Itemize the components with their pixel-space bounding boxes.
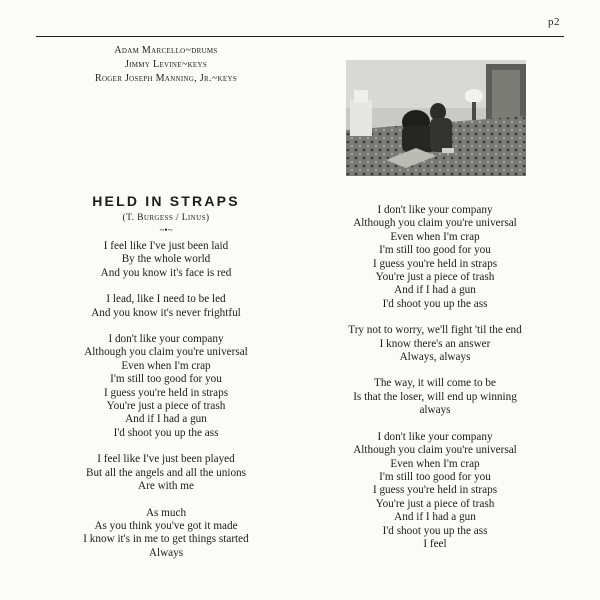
lyric-line: Are with me (138, 480, 194, 493)
lyrics-column-left (36, 192, 296, 573)
lyric-line: Although you claim you're universal (353, 444, 517, 457)
lyric-line: Always, always (399, 351, 471, 364)
ornament-divider: ~•~ (159, 225, 173, 235)
lyric-line: Although you claim you're universal (353, 217, 517, 230)
lyrics-column-right (300, 204, 570, 564)
lyric-stanza (300, 377, 570, 417)
lyric-line: always (419, 404, 451, 417)
lyric-line: I don't like your company (108, 333, 224, 346)
lyric-line: You're just a piece of trash (375, 497, 495, 510)
song-title: HELD IN STRAPS (92, 193, 240, 209)
lyric-line: I'd shoot you up the ass (382, 297, 488, 310)
page-number: p2 (548, 16, 560, 28)
lyric-line: The way, it will come to be (374, 377, 496, 390)
lyric-line: I don't like your company (377, 430, 493, 443)
lyric-stanza (300, 204, 570, 311)
lyric-line: And if I had a gun (125, 413, 207, 426)
lyric-line: I guess you're held in straps (372, 484, 498, 497)
right-stanzas (300, 204, 570, 551)
lyric-line: And if I had a gun (394, 511, 476, 524)
lyric-line: I'd shoot you up the ass (382, 524, 488, 537)
lyric-stanza (36, 453, 296, 493)
lyric-line: And you know it's face is red (100, 266, 232, 279)
lyric-line: I guess you're held in straps (103, 386, 229, 399)
lyric-line: I know it's in me to get things started (83, 533, 249, 546)
lyric-line: But all the angels and all the unions (85, 466, 246, 479)
lyric-line: I'm still too good for you (379, 244, 491, 257)
header-rule (36, 36, 564, 37)
band-photo (346, 60, 526, 176)
lyric-line: I don't like your company (377, 204, 493, 216)
lyric-line: You're just a piece of trash (106, 400, 226, 413)
lyric-stanza (36, 293, 296, 320)
left-stanzas (36, 240, 296, 560)
lyric-line: And you know it's never frightful (91, 306, 241, 319)
lyric-line: Even when I'm crap (390, 230, 480, 243)
credit-line: Jimmy Levine~keys (124, 59, 208, 70)
lyric-line: I'm still too good for you (110, 373, 222, 386)
lyric-stanza (36, 507, 296, 561)
lyric-line: I feel (423, 537, 447, 550)
lyric-line: Even when I'm crap (121, 359, 211, 372)
lyric-line: And if I had a gun (394, 284, 476, 297)
lyric-line: As much (145, 506, 187, 519)
lyric-line: Try not to worry, we'll fight 'til the end (348, 324, 522, 337)
credit-line: Roger Joseph Manning, Jr.~keys (94, 73, 238, 84)
lyric-line: Although you claim you're universal (84, 346, 248, 359)
lyric-line: Always (148, 546, 184, 559)
lyric-stanza (300, 324, 570, 364)
lyric-stanza (300, 431, 570, 552)
lyric-line: I know there's an answer (379, 337, 491, 350)
lyric-stanza (36, 240, 296, 280)
credit-line: Adam Marcello~drums (114, 45, 218, 56)
lyric-line: I feel like I've just been laid (103, 240, 229, 252)
lyric-line: I guess you're held in straps (372, 257, 498, 270)
lyric-line: I feel like I've just been played (97, 453, 235, 466)
band-credits (36, 44, 296, 86)
lyric-line: Even when I'm crap (390, 457, 480, 470)
song-writers: (T. Burgess / Linus) (122, 213, 210, 223)
lyric-line: By the whole world (121, 253, 211, 266)
lyric-line: You're just a piece of trash (375, 271, 495, 284)
lyric-line: As you think you've got it made (94, 519, 238, 532)
lyric-line: Is that the loser, will end up winning (353, 390, 517, 403)
lyric-line: I'd shoot you up the ass (113, 426, 219, 439)
lyric-stanza (36, 333, 296, 440)
lyric-line: I'm still too good for you (379, 470, 491, 483)
lyric-line: I lead, like I need to be led (106, 293, 226, 306)
